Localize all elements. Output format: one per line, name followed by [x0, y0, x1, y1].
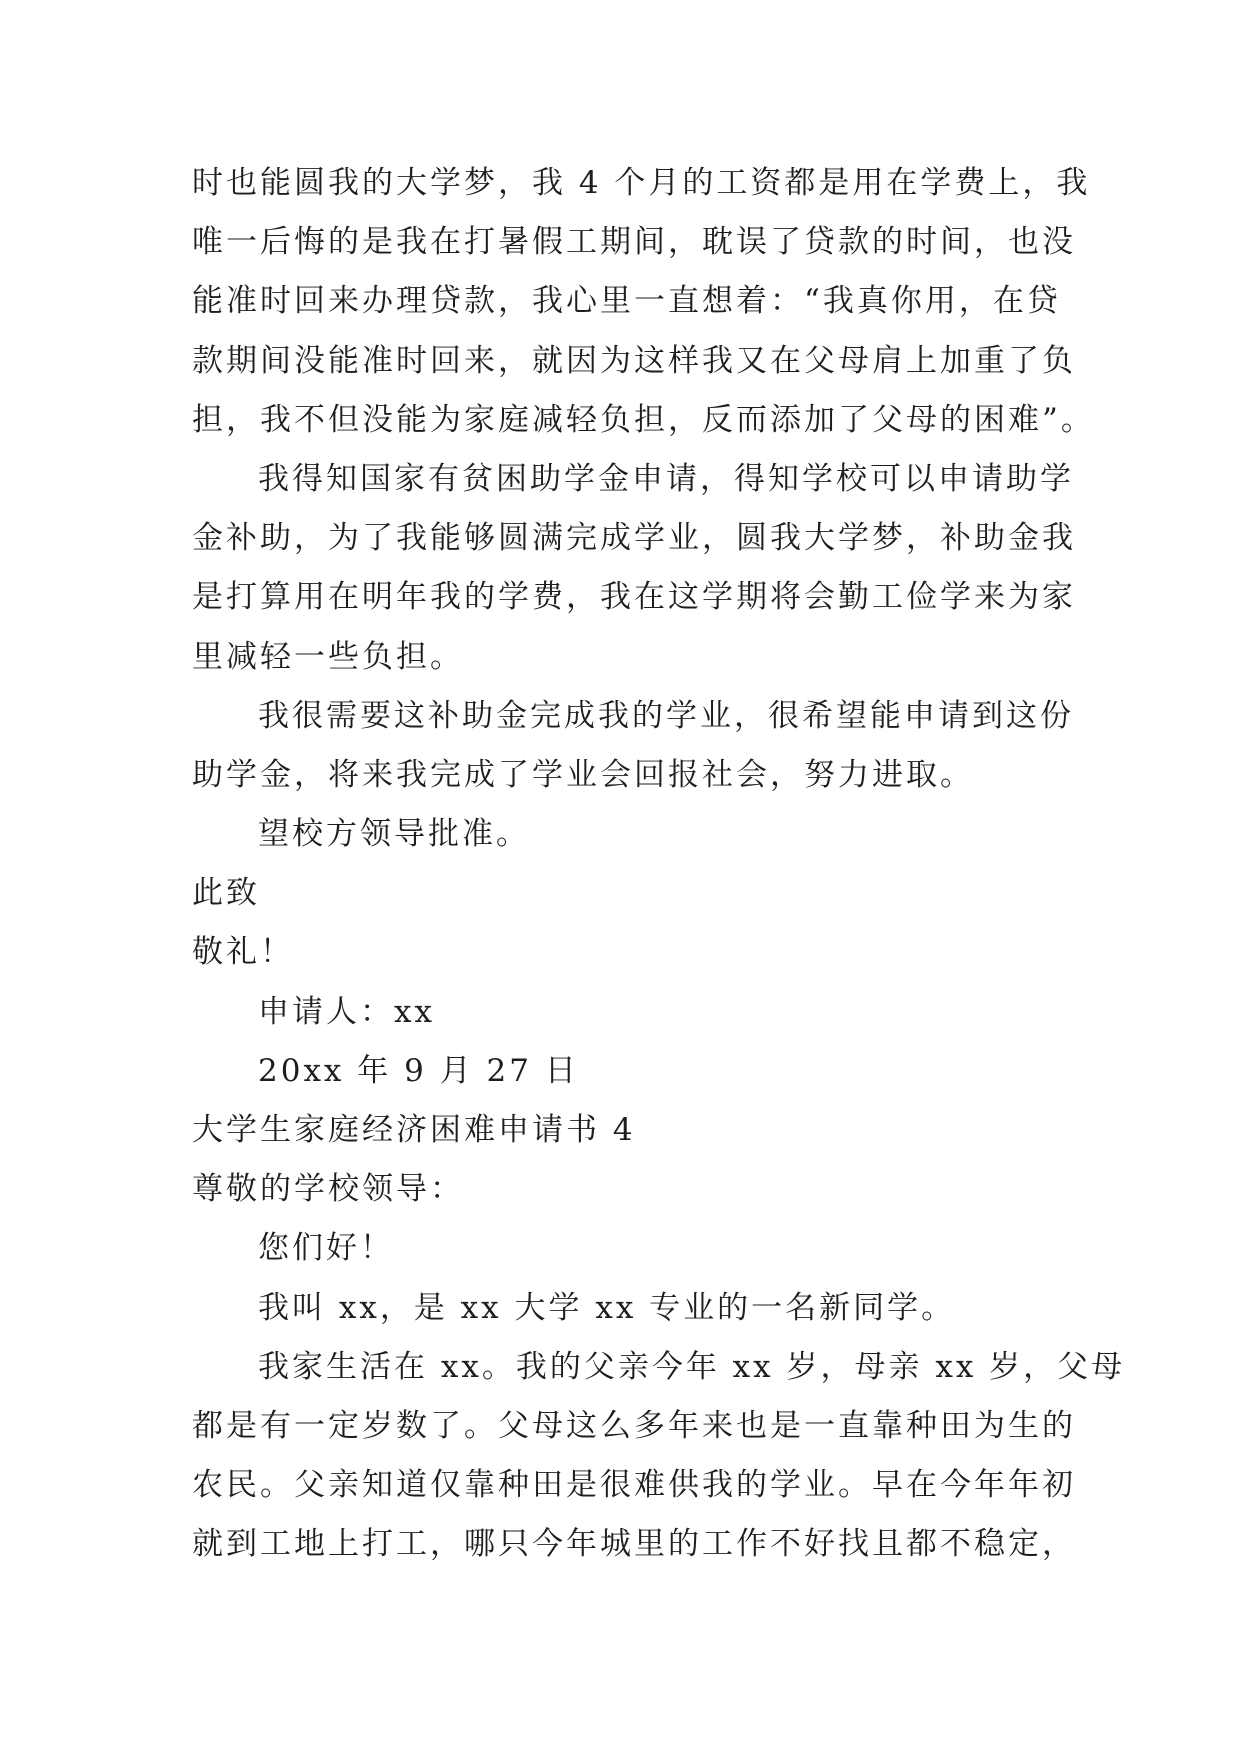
text-line: 申请人：xx [258, 993, 435, 1030]
text-line: 担，我不但没能为家庭减轻负担，反而添加了父母的困难”。 [192, 401, 1095, 438]
text-line: 金补助，为了我能够圆满完成学业，圆我大学梦，补助金我 [192, 520, 1076, 557]
text-line: 大学生家庭经济困难申请书 4 [192, 1112, 636, 1148]
text-line: 尊敬的学校领导： [192, 1171, 464, 1208]
text-line: 都是有一定岁数了。父母这么多年来也是一直靠种田为生的 [192, 1407, 1076, 1444]
text-line: 唯一后悔的是我在打暑假工期间，耽误了贷款的时间，也没 [192, 224, 1076, 261]
text-line: 您们好！ [258, 1230, 394, 1267]
text-line: 能准时回来办理贷款，我心里一直想着：“我真你用，在贷 [192, 283, 1061, 320]
text-line: 是打算用在明年我的学费，我在这学期将会勤工俭学来为家 [192, 579, 1076, 616]
text-line: 20xx 年 9 月 27 日 [258, 1052, 579, 1089]
text-line: 我很需要这补助金完成我的学业，很希望能申请到这份 [258, 697, 1074, 734]
text-line: 此致 [192, 875, 260, 912]
text-line: 我得知国家有贫困助学金申请，得知学校可以申请助学 [258, 460, 1074, 497]
text-line: 望校方领导批准。 [258, 816, 530, 853]
document-body [192, 154, 1126, 1575]
text-line: 农民。父亲知道仅靠种田是很难供我的学业。早在今年年初 [192, 1467, 1076, 1504]
text-line: 时也能圆我的大学梦，我 4 个月的工资都是用在学费上，我 [192, 165, 1091, 201]
text-line: 我家生活在 xx。我的父亲今年 xx 岁，母亲 xx 岁，父母 [258, 1348, 1126, 1385]
text-line: 款期间没能准时回来，就因为这样我又在父母肩上加重了负 [192, 342, 1076, 379]
text-line: 里减轻一些负担。 [192, 638, 464, 675]
text-line: 敬礼！ [192, 934, 294, 971]
text-line: 我叫 xx，是 xx 大学 xx 专业的一名新同学。 [258, 1289, 956, 1326]
text-line: 就到工地上打工，哪只今年城里的工作不好找且都不稳定， [192, 1526, 1076, 1563]
text-line: 助学金，将来我完成了学业会回报社会，努力进取。 [192, 756, 974, 793]
